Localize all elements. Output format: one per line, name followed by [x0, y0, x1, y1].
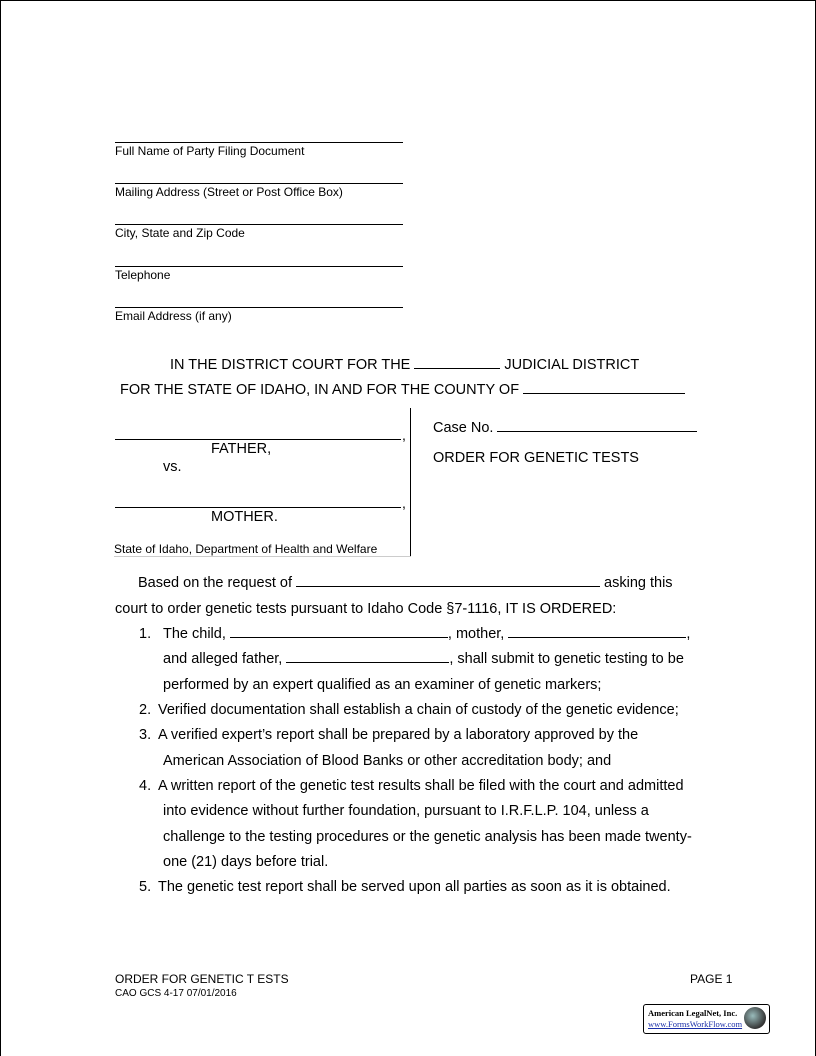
- item4-line1: A written report of the genetic test results shall be filed with the court and admitted: [158, 778, 684, 794]
- item2-text: Verified documentation shall establish a chain of custody of the genetic evidence;: [158, 702, 679, 718]
- item5-number: 5.: [139, 879, 152, 895]
- item1-child-label: The child,: [163, 626, 226, 642]
- page-border-left: [0, 0, 1, 1056]
- logo-company-name: American LegalNet, Inc.: [648, 1008, 738, 1018]
- father-label: FATHER,: [211, 441, 272, 457]
- mother-name-blank[interactable]: [508, 637, 686, 638]
- item1-father-label: and alleged father,: [163, 651, 283, 667]
- judicial-district-blank[interactable]: [414, 368, 500, 369]
- item3-line1: A verified expert’s report shall be prepared by a laboratory approved by the: [158, 727, 639, 743]
- item1-mother-label: , mother,: [447, 626, 505, 642]
- item4-number: 4.: [139, 778, 152, 794]
- state-party-label: State of Idaho, Department of Health and Welfare: [114, 542, 378, 556]
- email-label: Email Address (if any): [115, 309, 232, 323]
- item4-line3: challenge to the testing procedures or the genetic analysis has been made twenty-: [163, 829, 692, 845]
- court-line2-prefix: FOR THE STATE OF IDAHO, IN AND FOR THE COUNTY OF: [120, 382, 520, 398]
- globe-icon: [744, 1007, 766, 1029]
- intro-line1: [138, 575, 673, 591]
- alleged-father-blank[interactable]: [286, 662, 449, 663]
- document-title: ORDER FOR GENETIC TESTS: [433, 450, 639, 466]
- item1-line1: [163, 626, 690, 642]
- footer-title: ORDER FOR GENETIC T ESTS: [115, 972, 289, 986]
- party-name-line[interactable]: [115, 142, 403, 143]
- father-comma: ,: [402, 427, 406, 443]
- page-border-top: [0, 0, 816, 1]
- mother-name-line[interactable]: [115, 507, 401, 508]
- caption-divider-bottom: [114, 556, 411, 557]
- court-line1-prefix: IN THE DISTRICT COURT FOR THE: [170, 357, 411, 373]
- item1-line3: performed by an expert qualified as an examiner of genetic markers;: [163, 677, 602, 693]
- footer-page-number: PAGE 1: [690, 972, 733, 986]
- item3-line2: American Association of Blood Banks or other accreditation body; and: [163, 753, 612, 769]
- mother-label: MOTHER.: [211, 509, 278, 525]
- item1-number: 1.: [139, 626, 152, 642]
- party-name-label: Full Name of Party Filing Document: [115, 144, 305, 158]
- intro-line2: court to order genetic tests pursuant to Idaho Code §7-1116, IT IS ORDERED:: [115, 601, 617, 617]
- item3-number: 3.: [139, 727, 152, 743]
- telephone-line[interactable]: [115, 266, 403, 267]
- item5-text: The genetic test report shall be served upon all parties as soon as it is obtained.: [158, 879, 671, 895]
- item4-line4: one (21) days before trial.: [163, 854, 329, 870]
- case-number-row: [433, 420, 697, 436]
- mailing-address-label: Mailing Address (Street or Post Office Box): [115, 185, 343, 199]
- logo-website-link[interactable]: www.FormsWorkFlow.com: [648, 1019, 743, 1029]
- county-blank[interactable]: [523, 393, 685, 394]
- case-number-label: Case No.: [433, 420, 494, 436]
- intro-prefix: Based on the request of: [138, 575, 292, 591]
- item2-number: 2.: [139, 702, 152, 718]
- court-heading-line2: [120, 382, 685, 398]
- child-name-blank[interactable]: [230, 637, 448, 638]
- item1-line2: [163, 651, 684, 667]
- court-heading-line1: [170, 357, 639, 373]
- american-legalnet-logo[interactable]: [643, 1004, 770, 1034]
- city-state-zip-label: City, State and Zip Code: [115, 226, 245, 240]
- caption-divider-vertical: [410, 408, 411, 556]
- father-name-line[interactable]: [115, 439, 401, 440]
- mailing-address-line[interactable]: [115, 183, 403, 184]
- item1-comma: ,: [686, 626, 691, 642]
- mother-comma: ,: [402, 495, 406, 511]
- footer-code: CAO GCS 4-17 07/01/2016: [115, 988, 237, 999]
- item4-line2: into evidence without further foundation, pursuant to I.R.F.L.P. 104, unless a: [163, 803, 649, 819]
- email-line[interactable]: [115, 307, 403, 308]
- intro-suffix: asking this: [604, 575, 673, 591]
- telephone-label: Telephone: [115, 268, 171, 282]
- city-state-zip-line[interactable]: [115, 224, 403, 225]
- court-line1-suffix: JUDICIAL DISTRICT: [504, 357, 640, 373]
- requesting-party-blank[interactable]: [296, 586, 600, 587]
- case-number-blank[interactable]: [497, 431, 697, 432]
- vs-label: vs.: [163, 459, 182, 475]
- item1-submit-text: , shall submit to genetic testing to be: [449, 651, 684, 667]
